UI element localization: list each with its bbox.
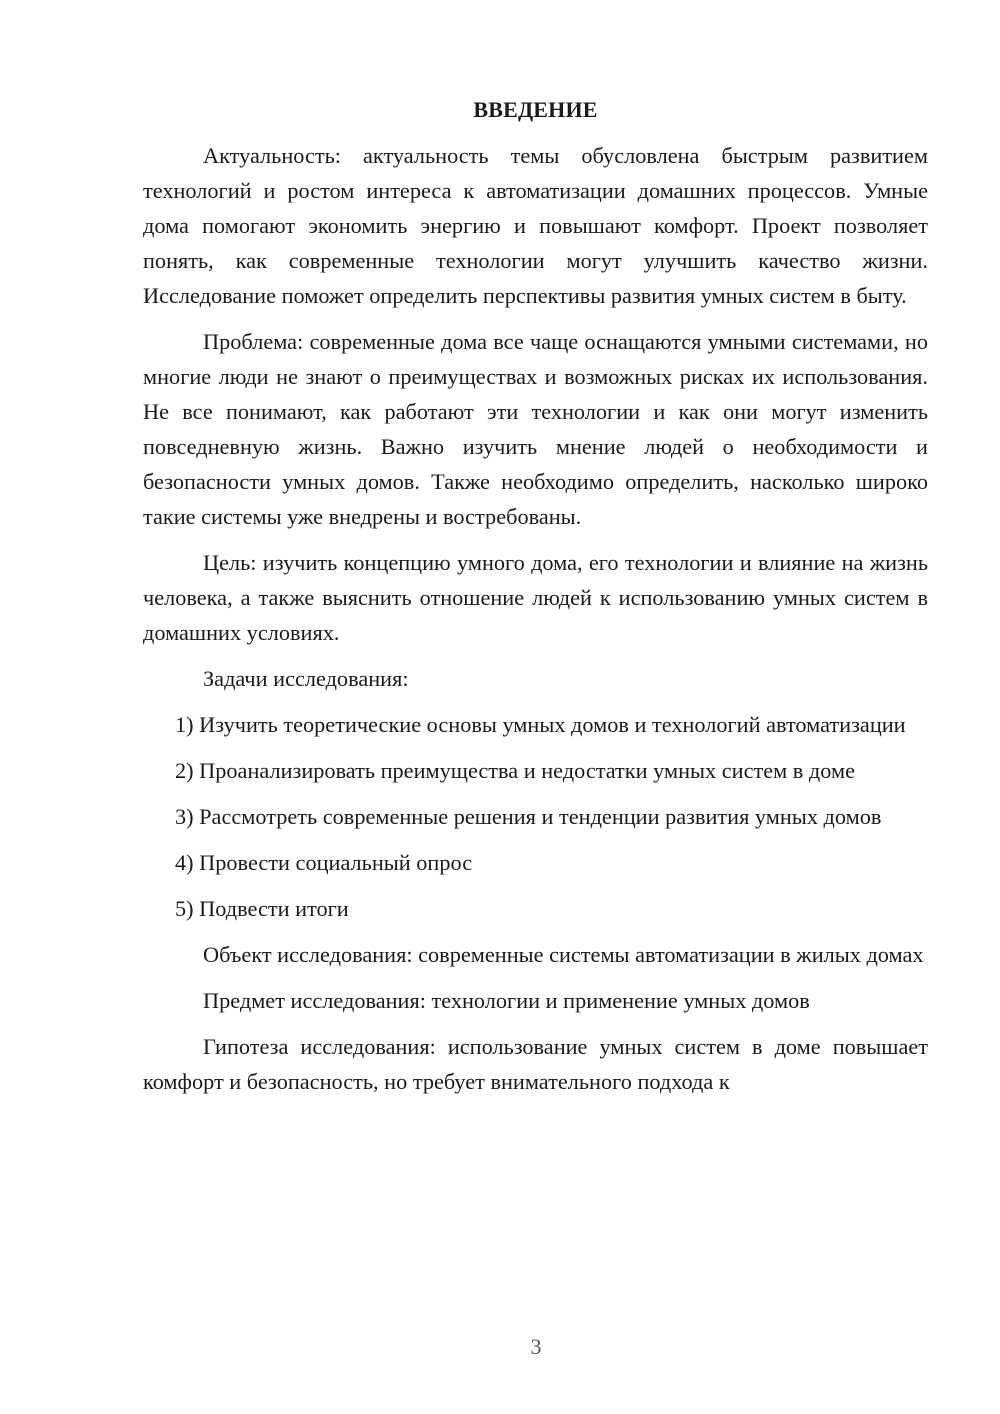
tasks-list xyxy=(143,707,928,926)
task-item-1: 1) Изучить теоретические основы умных домов и технологий автоматизации xyxy=(175,712,906,737)
task-item-3: 3) Рассмотреть современные решения и тенденции развития умных домов xyxy=(175,804,882,829)
subject-paragraph: Предмет исследования: технологии и применение умных домов xyxy=(203,988,810,1013)
goal-paragraph: Цель: изучить концепцию умного дома, его технологии и влияние на жизнь человека, а также выяснить отношение людей к использованию умных систем в домашних условиях. xyxy=(143,550,928,645)
task-item-2: 2) Проанализировать преимущества и недостатки умных систем в доме xyxy=(175,758,855,783)
relevance-paragraph: Актуальность: актуальность темы обусловлена быстрым развитием технологий и ростом интереса к автоматизации домашних процессов. Умные дома помогают экономить энергию и повышают комфорт. Проект позволяет понять, как современные технологии могут улучшить качество жизни. Исследование поможет определить перспективы развития умных систем в быту. xyxy=(143,143,928,308)
page-number: 3 xyxy=(530,1334,542,1359)
task-item-5: 5) Подвести итоги xyxy=(175,896,349,921)
page-content xyxy=(143,92,928,1110)
problem-paragraph: Проблема: современные дома все чаще оснащаются умными системами, но многие люди не знают о преимуществах и возможных рисках их использования. Не все понимают, как работают эти технологии и как они могут изменить повседневную жизнь. Важно изучить мнение людей о необходимости и безопасности умных домов. Также необходимо определить, насколько широко такие системы уже внедрены и востребованы. xyxy=(143,329,928,529)
tasks-heading: Задачи исследования: xyxy=(203,666,409,691)
object-paragraph: Объект исследования: современные системы автоматизации в жилых домах xyxy=(203,942,924,967)
hypothesis-paragraph: Гипотеза исследования: использование умных систем в доме повышает комфорт и безопасность, но требует внимательного подхода к xyxy=(143,1034,928,1094)
section-title: ВВЕДЕНИЕ xyxy=(473,97,598,122)
task-item-4: 4) Провести социальный опрос xyxy=(175,850,473,875)
